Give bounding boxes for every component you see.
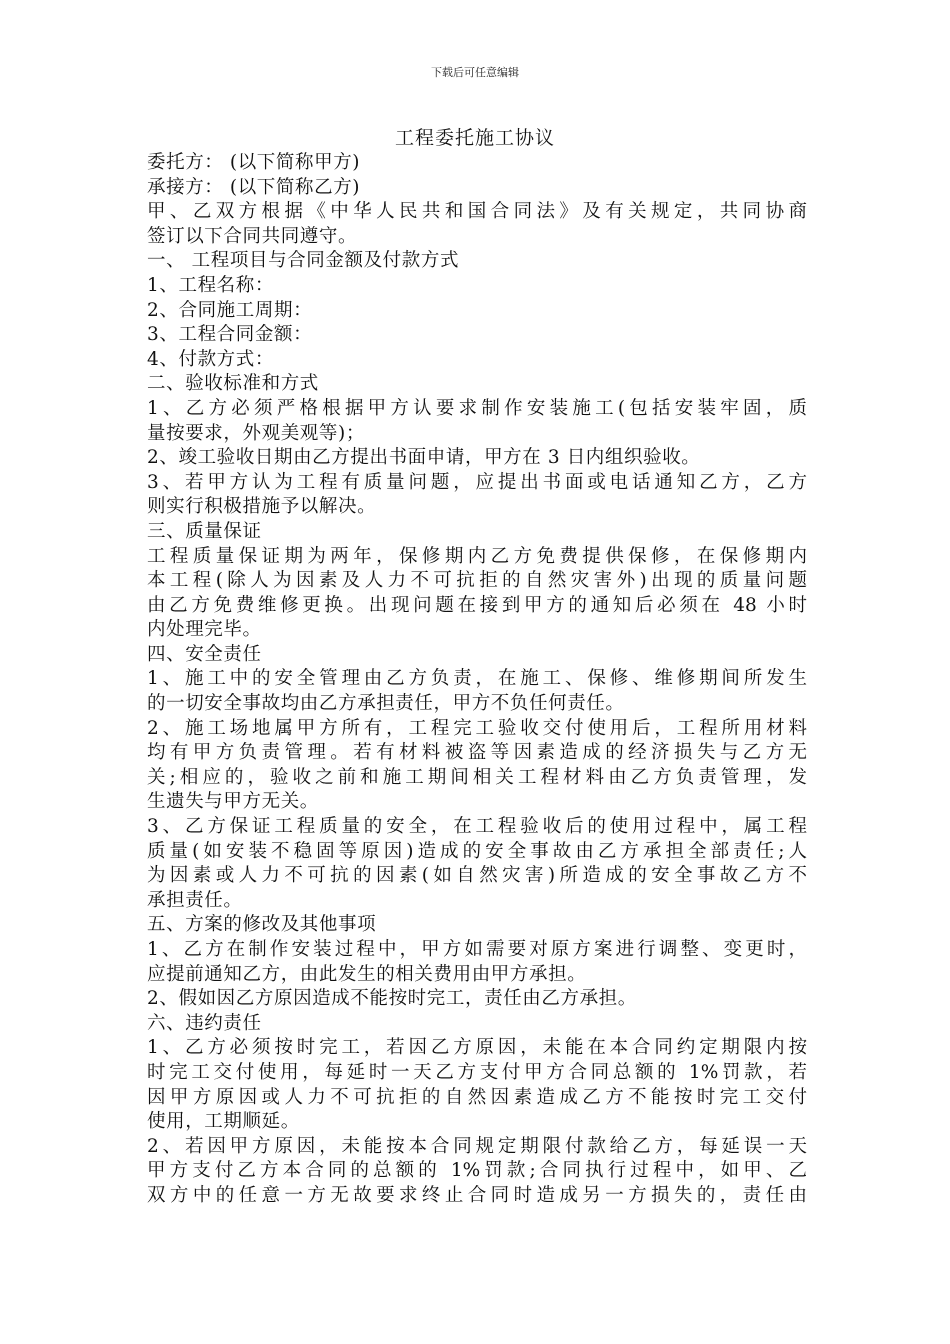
text-line: 量按要求，外观美观等)； [147, 422, 365, 444]
header-note: 下载后可任意编辑 [431, 66, 519, 79]
text-line: 一、 工程项目与合同金额及付款方式 [147, 250, 460, 272]
text-line: 1、工程名称： [147, 274, 274, 296]
text-line: 2、假如因乙方原因造成不能按时完工，责任由乙方承担。 [147, 988, 637, 1010]
text-line: 签订以下合同共同遵守。 [147, 225, 358, 247]
text-line: 的一切安全事故均由乙方承担责任，甲方不负任何责任。 [147, 693, 625, 715]
text-line: 承担责任。 [147, 889, 243, 911]
text-line: 1、施工中的安全管理由乙方负责，在施工、保修、维修期间所发生 [147, 668, 807, 690]
text-line: 五、方案的修改及其他事项 [147, 914, 377, 936]
text-line: 工程质量保证期为两年，保修期内乙方免费提供保修，在保修期内 [147, 545, 807, 567]
text-line: 双方中的任意一方无故要求终止合同时造成另一方损失的，责任由 [147, 1184, 807, 1206]
text-line: 三、质量保证 [147, 520, 262, 542]
text-line: 2、施工场地属甲方所有，工程完工验收交付使用后，工程所用材料 [147, 717, 807, 739]
text-line: 1、乙方必须按时完工，若因乙方原因，未能在本合同约定期限内按 [147, 1037, 807, 1059]
text-line: 均有甲方负责管理。若有材料被盗等因素造成的经济损失与乙方无 [147, 742, 807, 764]
text-line: 本工程(除人为因素及人力不可抗拒的自然灾害外)出现的质量问题 [147, 570, 807, 592]
text-line: 甲方支付乙方本合同的总额的 1%罚款;合同执行过程中，如甲、乙 [147, 1160, 807, 1182]
text-line: 承接方： (以下简称乙方) [147, 176, 361, 198]
text-line: 二、验收标准和方式 [147, 373, 319, 395]
text-line: 1、乙方必须严格根据甲方认要求制作安装施工(包括安装牢固，质 [147, 397, 807, 419]
text-line: 2、若因甲方原因，未能按本合同规定期限付款给乙方，每延误一天 [147, 1135, 807, 1157]
text-line: 2、竣工验收日期由乙方提出书面申请，甲方在 3 日内组织验收。 [147, 447, 701, 469]
text-line: 时完工交付使用，每延时一天乙方支付甲方合同总额的 1%罚款，若 [147, 1061, 807, 1083]
text-line: 使用，工期顺延。 [147, 1111, 300, 1133]
document-body [147, 151, 807, 1209]
text-line: 关;相应的，验收之前和施工期间相关工程材料由乙方负责管理，发 [147, 766, 807, 788]
text-line: 3、乙方保证工程质量的安全，在工程验收后的使用过程中，属工程 [147, 816, 807, 838]
text-line: 因甲方原因或人力不可抗拒的自然因素造成乙方不能按时完工交付 [147, 1086, 807, 1108]
text-line: 3、若甲方认为工程有质量问题，应提出书面或电话通知乙方，乙方 [147, 471, 807, 493]
text-line: 甲、乙双方根据《中华人民共和国合同法》及有关规定，共同协商 [147, 201, 807, 223]
text-line: 应提前通知乙方，由此发生的相关费用由甲方承担。 [147, 963, 587, 985]
text-line: 六、违约责任 [147, 1012, 262, 1034]
text-line: 3、工程合同金额： [147, 324, 313, 346]
text-line: 2、合同施工周期： [147, 299, 313, 321]
text-line: 内处理完毕。 [147, 619, 262, 641]
text-line: 四、安全责任 [147, 643, 262, 665]
document-title: 工程委托施工协议 [394, 127, 555, 149]
text-line: 生遗失与甲方无关。 [147, 791, 319, 813]
text-line: 1、乙方在制作安装过程中，甲方如需要对原方案进行调整、变更时， [147, 939, 807, 960]
text-line: 委托方： (以下简称甲方) [147, 152, 361, 173]
text-line: 则实行积极措施予以解决。 [147, 496, 377, 518]
text-line: 质量(如安装不稳固等原因)造成的安全事故由乙方承担全部责任;人 [147, 840, 807, 862]
text-line: 由乙方免费维修更换。出现问题在接到甲方的通知后必须在 48 小时 [147, 594, 807, 616]
text-line: 4、付款方式： [147, 348, 274, 370]
text-line: 为因素或人力不可抗的因素(如自然灾害)所造成的安全事故乙方不 [147, 865, 807, 887]
